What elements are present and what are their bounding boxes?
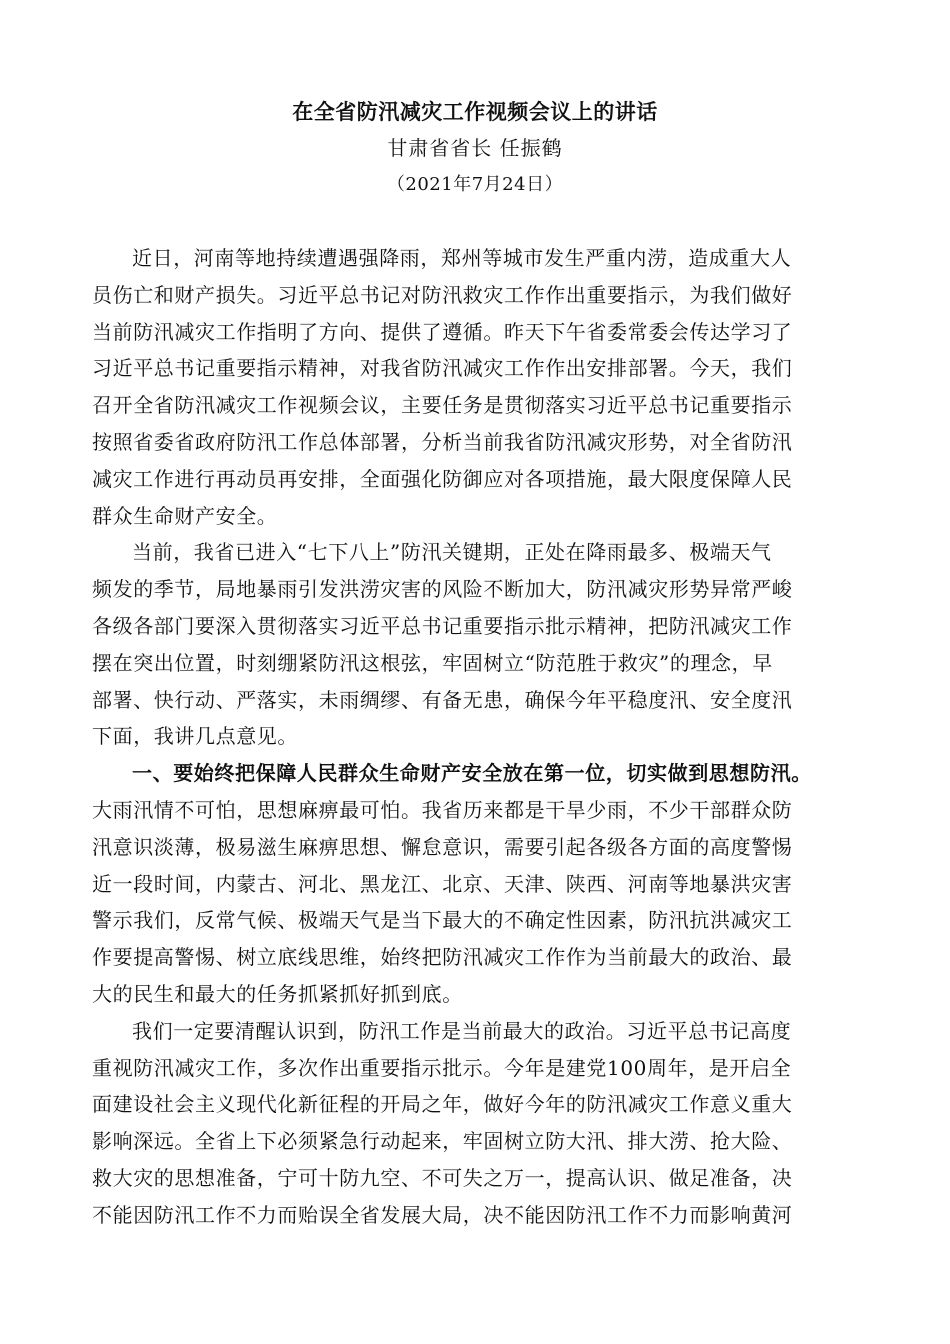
text-line: 影响深远。全省上下必须紧急行动起来，牢固树立防大汛、排大涝、抢大险、 xyxy=(92,1129,793,1154)
text-line: 摆在突出位置，时刻绷紧防汛这根弦，牢固树立“防范胜于救灾”的理念，早 xyxy=(92,650,773,675)
document-author: 甘肃省省长 任振鹤 xyxy=(387,136,563,160)
text-line: 下面，我讲几点意见。 xyxy=(92,724,298,749)
text-line: 近一段时间，内蒙古、河北、黑龙江、北京、天津、陕西、河南等地暴洪灾害 xyxy=(92,871,793,896)
text-line: 员伤亡和财产损失。习近平总书记对防汛救灾工作作出重要指示，为我们做好 xyxy=(92,282,793,307)
text-line: 召开全省防汛减灾工作视频会议，主要任务是贯彻落实习近平总书记重要指示 xyxy=(92,393,793,418)
text-line: 频发的季节，局地暴雨引发洪涝灾害的风险不断加大，防汛减灾形势异常严峻 xyxy=(92,577,793,602)
text-line: 不能因防汛工作不力而贻误全省发展大局，决不能因防汛工作不力而影响黄河 xyxy=(92,1202,793,1227)
paragraph-1 xyxy=(92,240,862,534)
text-line: 部署、快行动、严落实，未雨绸缪、有备无患，确保今年平稳度汛、安全度汛 xyxy=(92,687,793,712)
document-body xyxy=(92,240,862,1234)
paragraph-4 xyxy=(92,1013,862,1234)
text-line: 按照省委省政府防汛工作总体部署，分析当前我省防汛减灾形势，对全省防汛 xyxy=(92,429,793,454)
text-line: 救大灾的思想准备，宁可十防九空、不可失之万一，提高认识、做足准备，决 xyxy=(92,1165,793,1190)
text-line: 当前防汛减灾工作指明了方向、提供了遵循。昨天下午省委常委会传达学习了 xyxy=(92,319,793,344)
text-line: 各级各部门要深入贯彻落实习近平总书记重要指示批示精神，把防汛减灾工作 xyxy=(92,613,793,638)
text-line: 重视防汛减灾工作，多次作出重要指示批示。今年是建党100周年，是开启全 xyxy=(92,1055,792,1080)
text-line: 当前，我省已进入“七下八上”防汛关键期，正处在降雨最多、极端天气 xyxy=(132,540,772,565)
document-title: 在全省防汛减灾工作视频会议上的讲话 xyxy=(292,99,658,124)
text-line: 减灾工作进行再动员再安排，全面强化防御应对各项措施，最大限度保障人民 xyxy=(92,466,793,491)
text-line: 警示我们，反常气候、极端天气是当下最大的不确定性因素，防汛抗洪减灾工 xyxy=(92,908,793,933)
paragraph-2 xyxy=(92,534,862,755)
text-line: 习近平总书记重要指示精神，对我省防汛减灾工作作出安排部署。今天，我们 xyxy=(92,356,793,381)
text-line: 群众生命财产安全。 xyxy=(92,503,278,528)
section-heading-line xyxy=(92,755,862,792)
text-line: 我们一定要清醒认识到，防汛工作是当前最大的政治。习近平总书记高度 xyxy=(132,1018,792,1043)
text-line: 大的民生和最大的任务抓紧抓好抓到底。 xyxy=(92,981,463,1006)
section-heading: 一、要始终把保障人民群众生命财产安全放在第一位，切实做到思想防汛。 xyxy=(132,761,812,786)
document-date: （2021年7月24日） xyxy=(386,174,564,195)
text-line: 作要提高警惕、树立底线思维，始终把防汛减灾工作作为当前最大的政治、最 xyxy=(92,945,793,970)
text-line: 面建设社会主义现代化新征程的开局之年，做好今年的防汛减灾工作意义重大 xyxy=(92,1092,793,1117)
text-line: 近日，河南等地持续遭遇强降雨，郑州等城市发生严重内涝，造成重大人 xyxy=(132,246,792,270)
text-line: 汛意识淡薄，极易滋生麻痹思想、懈怠意识，需要引起各级各方面的高度警惕 xyxy=(92,834,793,859)
paragraph-3 xyxy=(92,755,862,1013)
text-line: 大雨汛情不可怕，思想麻痹最可怕。我省历来都是干旱少雨，不少干部群众防 xyxy=(92,797,793,822)
